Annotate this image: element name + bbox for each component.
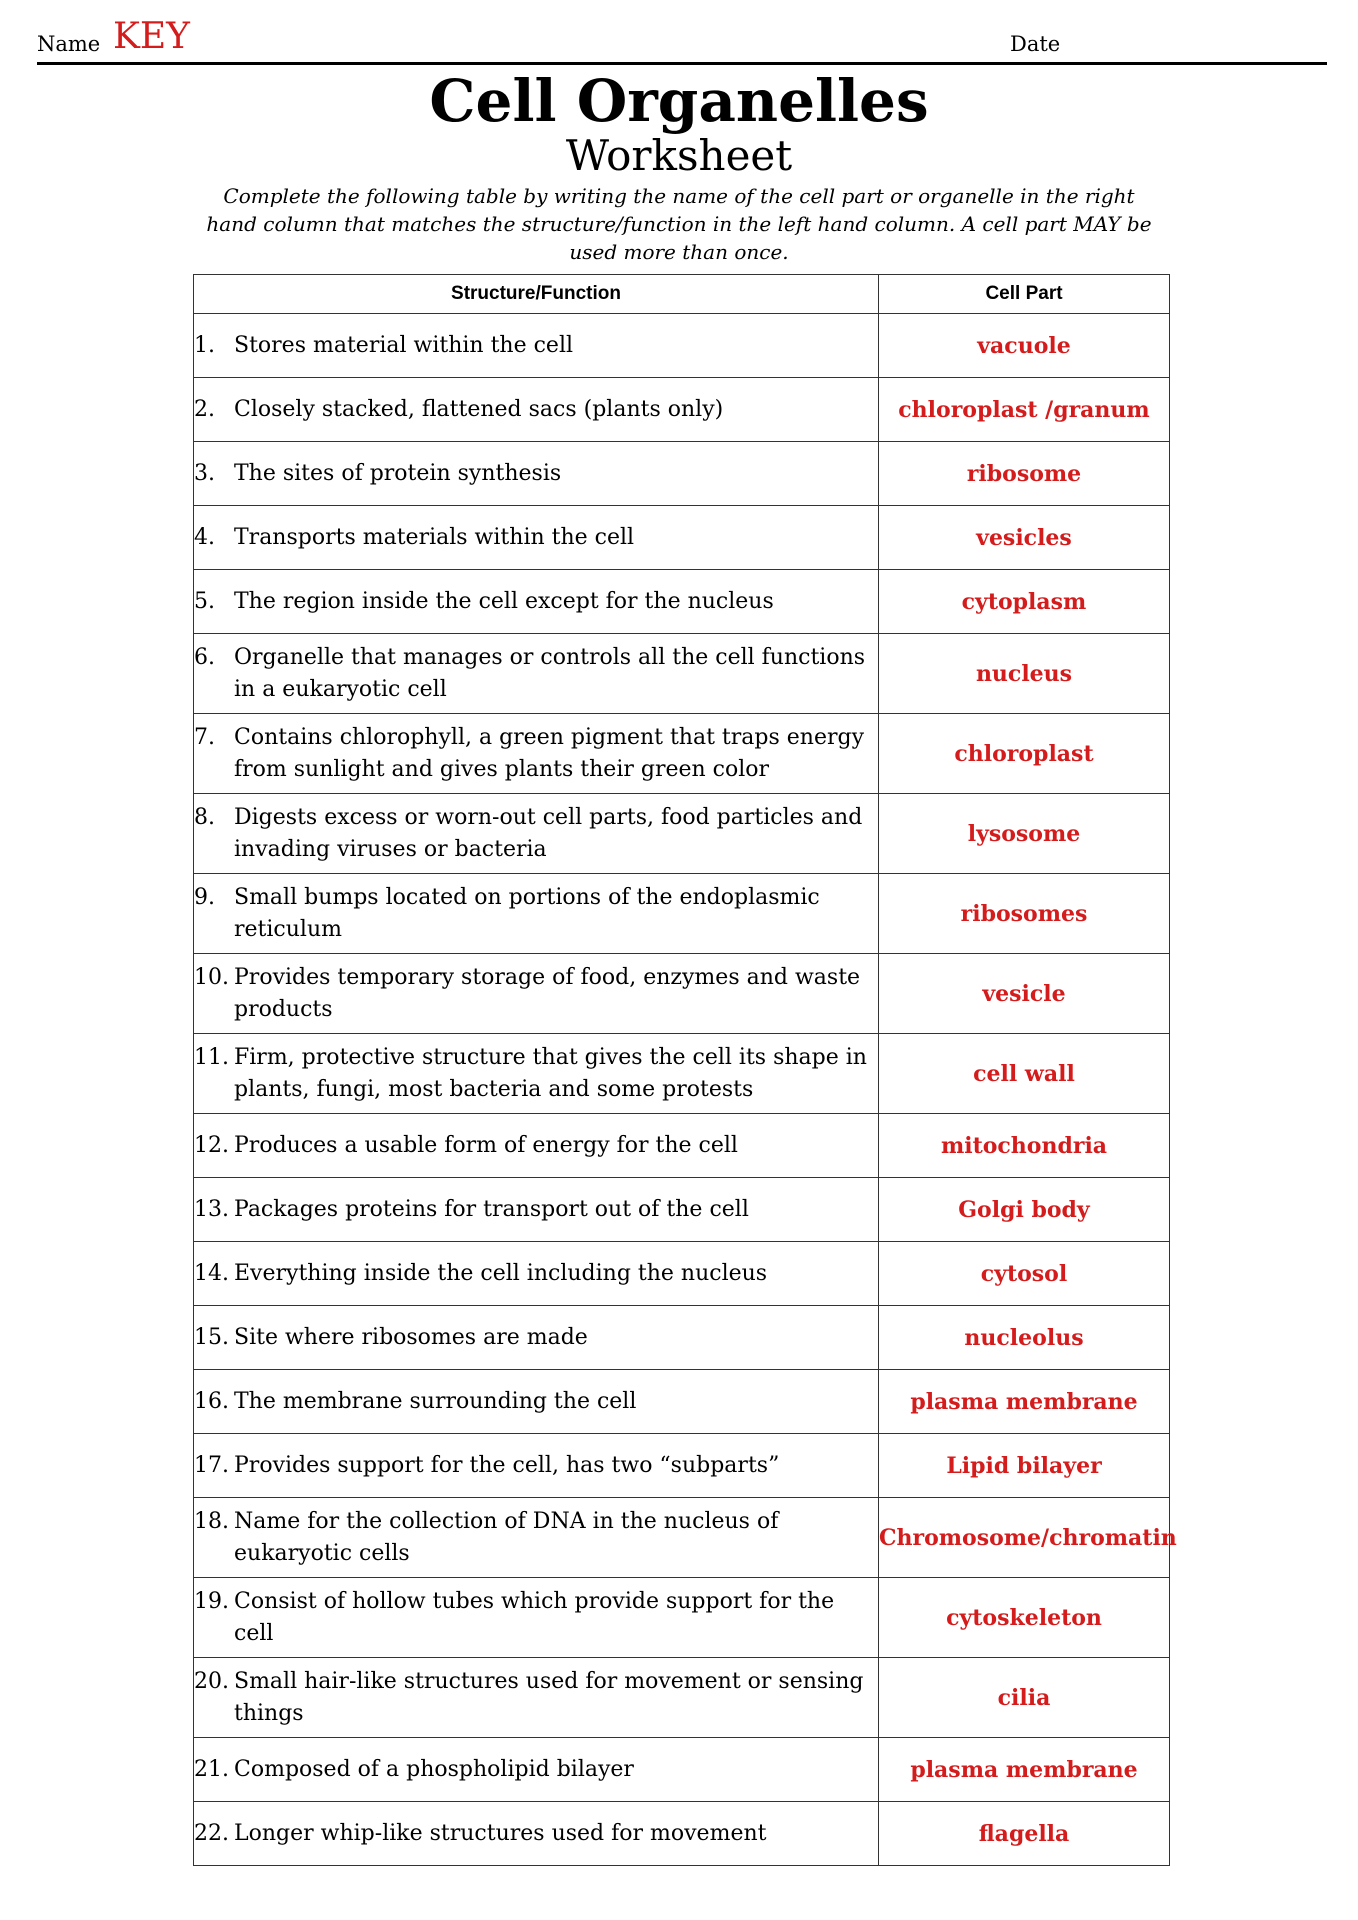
structure-function-cell: [194, 1434, 879, 1498]
instructions: Complete the following table by writing the name of the cell part or organelle in the right hand column that matches the structure/function in the left hand column. A cell part MAY be used more than once.: [206, 184, 1152, 264]
table-body: [194, 314, 1177, 1866]
table-row: [194, 1578, 1170, 1658]
table-row: [194, 714, 1170, 794]
row-description: Digests excess or worn-out cell parts, food particles and invading viruses or bacteria: [234, 804, 863, 862]
row-number: 3.: [194, 460, 215, 486]
cell-part-answer: ribosome: [879, 442, 1170, 506]
row-description: Contains chlorophyll, a green pigment that traps energy from sunlight and gives plants their green color: [234, 724, 864, 782]
row-description: Composed of a phospholipid bilayer: [234, 1756, 634, 1782]
row-number: 18.: [194, 1508, 229, 1534]
row-number: 22.: [194, 1820, 229, 1846]
row-number: 19.: [194, 1588, 229, 1614]
date-label: Date: [1010, 32, 1061, 56]
row-number: 21.: [194, 1756, 229, 1782]
cell-part-answer: plasma membrane: [879, 1738, 1170, 1802]
row-number: 9.: [194, 884, 215, 910]
structure-function-cell: [194, 634, 879, 714]
cell-part-answer: Lipid bilayer: [879, 1434, 1170, 1498]
table-row: [194, 314, 1170, 378]
cell-part-answer: Chromosome/chromatin: [879, 1498, 1170, 1578]
table-row: [194, 442, 1170, 506]
row-number: 14.: [194, 1260, 229, 1286]
structure-function-cell: [194, 1578, 879, 1658]
page-subtitle: Worksheet: [565, 131, 793, 180]
row-description: Packages proteins for transport out of the cell: [234, 1196, 749, 1222]
structure-function-cell: [194, 794, 879, 874]
cell-part-answer: vesicle: [879, 954, 1170, 1034]
structure-function-cell: [194, 314, 879, 378]
structure-function-cell: [194, 1738, 879, 1802]
row-description: Firm, protective structure that gives the cell its shape in plants, fungi, most bacteria and some protests: [234, 1044, 867, 1102]
structure-function-cell: [194, 954, 879, 1034]
table-row: [194, 794, 1170, 874]
row-number: 10.: [194, 964, 229, 990]
cell-part-answer: lysosome: [879, 794, 1170, 874]
row-number: 12.: [194, 1132, 229, 1158]
table-row: [194, 378, 1170, 442]
cell-part-answer: plasma membrane: [879, 1370, 1170, 1434]
structure-function-cell: [194, 1370, 879, 1434]
cell-part-answer: chloroplast: [879, 714, 1170, 794]
row-description: Closely stacked, flattened sacs (plants only): [234, 396, 724, 422]
table-row: [194, 1178, 1170, 1242]
row-description: Provides temporary storage of food, enzymes and waste products: [234, 964, 861, 1022]
table-row: [194, 1498, 1170, 1578]
structure-function-cell: [194, 570, 879, 634]
page-title: Cell Organelles: [429, 67, 929, 135]
row-number: 17.: [194, 1452, 229, 1478]
table-row: [194, 634, 1170, 714]
structure-function-cell: [194, 506, 879, 570]
row-description: Everything inside the cell including the nucleus: [234, 1260, 768, 1286]
name-label: Name: [37, 32, 101, 56]
header-row: [37, 16, 1327, 60]
structure-function-cell: [194, 874, 879, 954]
structure-function-cell: [194, 1178, 879, 1242]
row-description: Small bumps located on portions of the endoplasmic reticulum: [234, 884, 820, 942]
row-description: Stores material within the cell: [234, 332, 574, 358]
table-row: [194, 570, 1170, 634]
row-number: 4.: [194, 524, 215, 550]
row-number: 11.: [194, 1044, 229, 1070]
structure-function-cell: [194, 442, 879, 506]
row-number: 15.: [194, 1324, 229, 1350]
table-row: [194, 874, 1170, 954]
structure-function-cell: [194, 1242, 879, 1306]
column-header-structure-function: Structure/Function: [194, 275, 879, 314]
cell-part-answer: cytoplasm: [879, 570, 1170, 634]
structure-function-cell: [194, 1306, 879, 1370]
key-label: KEY: [113, 16, 190, 57]
organelles-table: [193, 274, 1177, 1866]
table-row: [194, 954, 1170, 1034]
row-number: 16.: [194, 1388, 229, 1414]
table-row: [194, 1738, 1170, 1802]
structure-function-cell: [194, 1802, 879, 1866]
cell-part-answer: vacuole: [879, 314, 1170, 378]
row-number: 2.: [194, 396, 215, 422]
row-description: Small hair-like structures used for movement or sensing things: [234, 1668, 864, 1726]
table-row: [194, 1434, 1170, 1498]
row-number: 20.: [194, 1668, 229, 1694]
cell-part-answer: cell wall: [879, 1034, 1170, 1114]
row-number: 1.: [194, 332, 215, 358]
cell-part-answer: nucleus: [879, 634, 1170, 714]
cell-part-answer: chloroplast /granum: [879, 378, 1170, 442]
structure-function-cell: [194, 714, 879, 794]
structure-function-cell: [194, 1034, 879, 1114]
structure-function-cell: [194, 1114, 879, 1178]
row-number: 5.: [194, 588, 215, 614]
cell-part-answer: cilia: [879, 1658, 1170, 1738]
row-number: 7.: [194, 724, 215, 750]
row-description: Organelle that manages or controls all the cell functions in a eukaryotic cell: [234, 644, 866, 702]
row-description: Produces a usable form of energy for the cell: [234, 1132, 738, 1158]
row-number: 13.: [194, 1196, 229, 1222]
cell-part-answer: mitochondria: [879, 1114, 1170, 1178]
row-description: Name for the collection of DNA in the nucleus of eukaryotic cells: [234, 1508, 779, 1566]
structure-function-cell: [194, 378, 879, 442]
cell-part-answer: flagella: [879, 1802, 1170, 1866]
row-description: The sites of protein synthesis: [234, 460, 562, 486]
table-row: [194, 1802, 1170, 1866]
row-description: Longer whip-like structures used for movement: [234, 1820, 767, 1846]
row-description: Transports materials within the cell: [234, 524, 635, 550]
cell-part-answer: Golgi body: [879, 1178, 1170, 1242]
row-number: 6.: [194, 644, 215, 670]
table-row: [194, 1370, 1170, 1434]
structure-function-cell: [194, 1658, 879, 1738]
table-row: [194, 1034, 1170, 1114]
table-row: [194, 1306, 1170, 1370]
row-number: 8.: [194, 804, 215, 830]
row-description: The membrane surrounding the cell: [234, 1388, 637, 1414]
table-row: [194, 1114, 1170, 1178]
structure-function-cell: [194, 1498, 879, 1578]
cell-part-answer: vesicles: [879, 506, 1170, 570]
table-header-row: [194, 275, 1170, 314]
table-row: [194, 1658, 1170, 1738]
cell-part-answer: cytoskeleton: [879, 1578, 1170, 1658]
row-description: Provides support for the cell, has two “subparts”: [234, 1452, 780, 1478]
row-description: The region inside the cell except for the nucleus: [234, 588, 774, 614]
table-row: [194, 1242, 1170, 1306]
table-row: [194, 506, 1170, 570]
cell-part-answer: ribosomes: [879, 874, 1170, 954]
row-description: Site where ribosomes are made: [234, 1324, 588, 1350]
cell-part-answer: cytosol: [879, 1242, 1170, 1306]
cell-part-answer: nucleolus: [879, 1306, 1170, 1370]
row-description: Consist of hollow tubes which provide support for the cell: [234, 1588, 835, 1646]
column-header-cell-part: Cell Part: [879, 275, 1170, 314]
